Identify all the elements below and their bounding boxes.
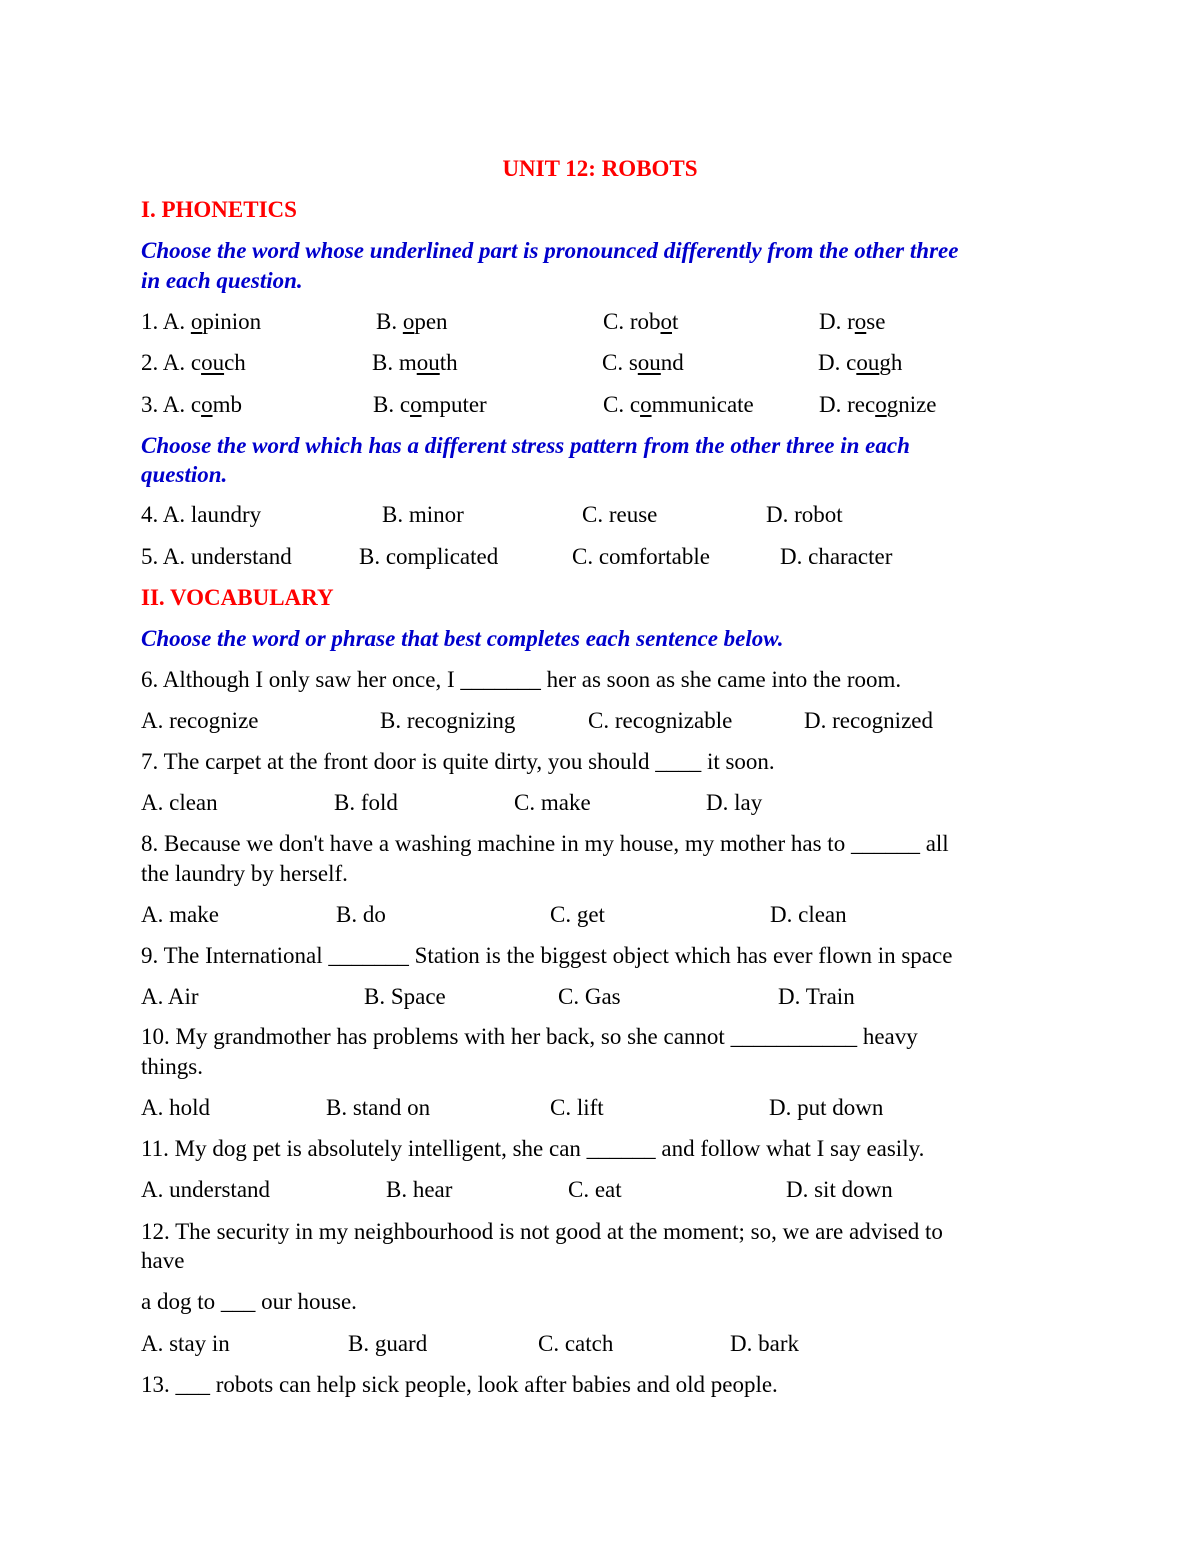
option-7b: B. fold [334,790,398,815]
option-5b: B. complicated [359,544,499,569]
option-11d: D. sit down [786,1177,893,1202]
option-9c: C. Gas [558,984,621,1009]
option-11c: C. eat [568,1177,622,1202]
option-4d: D. robot [766,502,843,527]
option-8d: D. clean [770,902,847,927]
instruction-pronunciation-line1: Choose the word whose underlined part is pronounced differently from the other three [141,238,959,263]
option-3d: D. recognize [819,392,937,417]
section-heading-vocabulary: II. VOCABULARY [141,585,334,610]
option-11b: B. hear [386,1177,453,1202]
option-3a: 3. A. comb [141,392,242,417]
option-10a: A. hold [141,1095,210,1120]
question-13-text: 13. ___ robots can help sick people, look after babies and old people. [141,1372,778,1397]
option-3b: B. computer [373,392,487,417]
option-6b: B. recognizing [380,708,516,733]
page-title: UNIT 12: ROBOTS [502,156,698,181]
instruction-stress-line1: Choose the word which has a different stress pattern from the other three in each [141,433,910,458]
option-8c: C. get [550,902,605,927]
option-8b: B. do [336,902,386,927]
section-heading-phonetics: I. PHONETICS [141,197,297,222]
option-12b: B. guard [348,1331,428,1356]
question-12-text-line1: 12. The security in my neighbourhood is not good at the moment; so, we are advised to [141,1219,943,1244]
option-11a: A. understand [141,1177,271,1202]
question-8-text-line1: 8. Because we don't have a washing machine in my house, my mother has to ______ all [141,831,949,856]
option-10d: D. put down [769,1095,884,1120]
option-3c: C. communicate [603,392,754,417]
question-10-text-line1: 10. My grandmother has problems with her back, so she cannot ___________ heavy [141,1024,918,1049]
option-12d: D. bark [730,1331,799,1356]
option-6c: C. recognizable [588,708,733,733]
option-2c: C. sound [602,350,684,375]
option-1d: D. rose [819,309,886,334]
question-7-text: 7. The carpet at the front door is quite dirty, you should ____ it soon. [141,749,775,774]
option-4a: 4. A. laundry [141,502,262,527]
option-5d: D. character [780,544,893,569]
option-2d: D. cough [818,350,903,375]
question-6-text: 6. Although I only saw her once, I _______ her as soon as she came into the room. [141,667,902,692]
question-10-text-line2: things. [141,1054,203,1079]
question-8-text-line2: the laundry by herself. [141,861,348,886]
option-2b: B. mouth [372,350,458,375]
question-12-text-line2: have [141,1248,185,1273]
option-4b: B. minor [382,502,464,527]
instruction-vocabulary: Choose the word or phrase that best completes each sentence below. [141,626,784,651]
option-1a: 1. A. opinion [141,309,262,334]
option-7c: C. make [514,790,591,815]
option-12a: A. stay in [141,1331,230,1356]
option-9a: A. Air [141,984,199,1009]
option-10c: C. lift [550,1095,604,1120]
option-7d: D. lay [706,790,763,815]
instruction-stress-line2: question. [141,462,228,487]
option-8a: A. make [141,902,219,927]
instruction-pronunciation-line2: in each question. [141,268,303,293]
option-5a: 5. A. understand [141,544,292,569]
option-1c: C. robot [603,309,679,334]
option-6d: D. recognized [804,708,933,733]
option-9b: B. Space [364,984,446,1009]
option-10b: B. stand on [326,1095,431,1120]
question-12-text-line3: a dog to ___ our house. [141,1289,357,1314]
option-1b: B. open [376,309,448,334]
option-9d: D. Train [778,984,855,1009]
option-2a: 2. A. couch [141,350,246,375]
option-5c: C. comfortable [572,544,710,569]
option-6a: A. recognize [141,708,259,733]
question-9-text: 9. The International _______ Station is the biggest object which has ever flown in space [141,943,953,968]
option-7a: A. clean [141,790,218,815]
question-11-text: 11. My dog pet is absolutely intelligent, she can ______ and follow what I say easily. [141,1136,925,1161]
option-12c: C. catch [538,1331,614,1356]
option-4c: C. reuse [582,502,658,527]
